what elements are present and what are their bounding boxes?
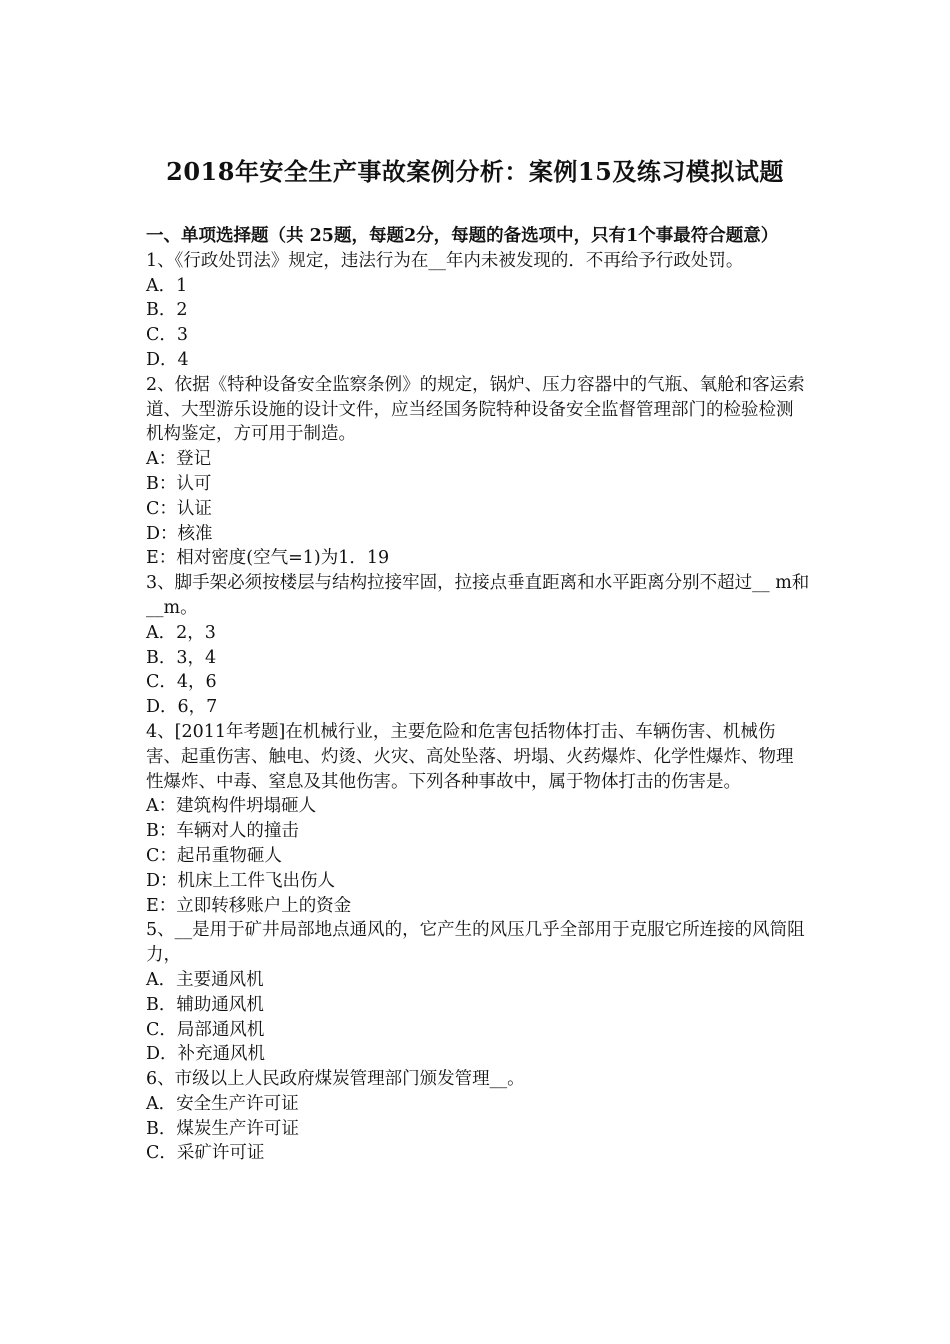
question-stem: 2、依据《特种设备安全监察条例》的规定，锅炉、压力容器中的气瓶、氧舱和客运索道、大型游乐设施的设计文件，应当经国务院特种设备安全监督管理部门的检验检测机构鉴定，方可用于制造。 — [146, 374, 805, 445]
option-d: D：核准 — [146, 523, 213, 544]
option-b: B．辅助通风机 — [146, 994, 264, 1015]
option-b: B．煤炭生产许可证 — [146, 1118, 299, 1139]
option-b: B：认可 — [146, 473, 212, 494]
question-6 — [146, 1067, 810, 1166]
question-stem: 4、[2011年考题]在机械行业，主要危险和危害包括物体打击、车辆伤害、机械伤害、起重伤害、触电、灼烫、火灾、高处坠落、坍塌、火药爆炸、化学性爆炸、物理性爆炸、中毒、窒息及其他伤害。下列各种事故中，属于物体打击的伤害是。 — [146, 721, 794, 792]
option-c: C．采矿许可证 — [146, 1143, 265, 1164]
option-b: B．3，4 — [146, 647, 217, 668]
section-heading: 一、单项选择题（共 25题，每题2分，每题的备选项中，只有1个事最符合题意） — [146, 226, 779, 246]
question-stem: 6、市级以上人民政府煤炭管理部门颁发管理__。 — [146, 1069, 525, 1090]
question-stem: 3、脚手架必须按楼层与结构拉接牢固，拉接点垂直距离和水平距离分别不超过__ m和__m。 — [146, 573, 810, 618]
option-a: A．主要通风机 — [146, 969, 264, 990]
option-d: D．补充通风机 — [146, 1044, 266, 1065]
option-d: D．6，7 — [146, 697, 218, 718]
option-e: E：立即转移账户上的资金 — [146, 895, 352, 916]
option-b: B．2 — [146, 300, 188, 321]
option-c: C．局部通风机 — [146, 1019, 265, 1040]
document-title: 2018年安全生产事故案例分析：案例15及练习模拟试题 — [166, 157, 784, 186]
option-a: A．安全生产许可证 — [146, 1093, 299, 1114]
option-e: E：相对密度(空气=1)为1．19 — [146, 548, 390, 569]
question-4 — [146, 720, 810, 918]
option-b: B：车辆对人的撞击 — [146, 821, 299, 842]
question-1 — [146, 249, 810, 373]
option-d: D：机床上工件飞出伤人 — [146, 870, 336, 891]
question-stem: 5、__是用于矿井局部地点通风的，它产生的风压几乎全部用于克服它所连接的风筒阻力， — [146, 920, 805, 966]
question-3 — [146, 571, 810, 720]
option-a: A．2，3 — [146, 622, 216, 643]
option-c: C：起吊重物砸人 — [146, 845, 282, 866]
option-c: C．3 — [146, 325, 189, 346]
option-a: A：建筑构件坍塌砸人 — [146, 796, 317, 817]
option-a: A．1 — [146, 275, 188, 296]
question-2 — [146, 373, 810, 571]
question-5 — [146, 918, 810, 1067]
option-d: D．4 — [146, 349, 189, 370]
option-c: C：认证 — [146, 498, 212, 519]
question-stem: 1、《行政处罚法》规定，违法行为在__年内未被发现的．不再给予行政处罚。 — [146, 250, 744, 271]
option-c: C．4，6 — [146, 672, 217, 693]
option-a: A：登记 — [146, 449, 212, 470]
document-body — [146, 224, 810, 1166]
